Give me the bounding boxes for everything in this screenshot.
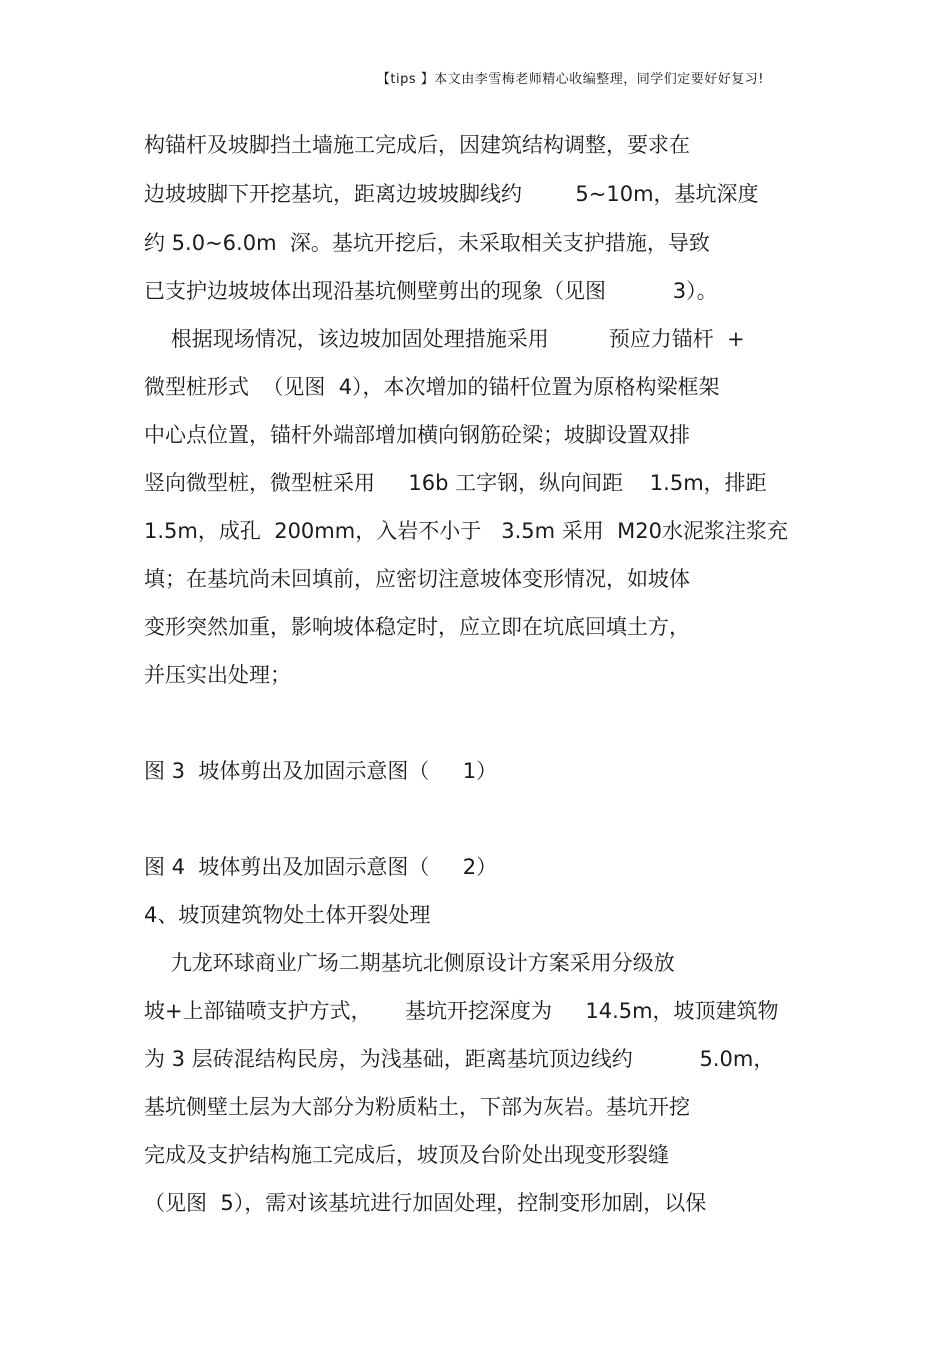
paragraph-line: 构锚杆及坡脚挡土墙施工完成后，因建筑结构调整，要求在 <box>144 133 690 157</box>
figure-caption: 图 4 坡体剪出及加固示意图（ 2） <box>144 855 498 879</box>
paragraph-line: 填；在基坑尚未回填前，应密切注意坡体变形情况，如坡体 <box>144 567 690 591</box>
paragraph-line: 边坡坡脚下开挖基坑，距离边坡坡脚线约 5~10m，基坑深度 <box>144 182 759 206</box>
paragraph-line: 已支护边坡坡体出现沿基坑侧壁剪出的现象（见图 3）。 <box>144 279 718 303</box>
paragraph-line: 约 5.0~6.0m 深。基坑开挖后，未采取相关支护措施，导致 <box>144 231 710 255</box>
paragraph-line: （见图 5），需对该基坑进行加固处理，控制变形加剧，以保 <box>144 1191 707 1215</box>
paragraph-line: 完成及支护结构施工完成后，坡顶及台阶处出现变形裂缝 <box>144 1143 669 1167</box>
paragraph-line: 变形突然加重，影响坡体稳定时，应立即在坑底回填土方， <box>144 615 690 639</box>
paragraph-line: 基坑侧壁土层为大部分为粉质粘土，下部为灰岩。基坑开挖 <box>144 1095 690 1119</box>
paragraph-line: 竖向微型桩，微型桩采用 16b 工字钢，纵向间距 1.5m，排距 <box>144 471 767 495</box>
header-tip: 【tips 】本文由李雪梅老师精心收编整理，同学们定要好好复习! <box>376 72 764 87</box>
paragraph-line: 1.5m，成孔 200mm，入岩不小于 3.5m 采用 M20水泥浆注浆充 <box>144 519 788 543</box>
paragraph-line: 九龙环球商业广场二期基坑北侧原设计方案采用分级放 <box>144 951 675 975</box>
paragraph-line: 中心点位置，锚杆外端部增加横向钢筋砼梁；坡脚设置双排 <box>144 423 690 447</box>
paragraph-line: 微型桩形式 （见图 4），本次增加的锚杆位置为原格构梁框架 <box>144 375 720 399</box>
figure-caption: 图 3 坡体剪出及加固示意图（ 1） <box>144 759 498 783</box>
section-heading: 4、坡顶建筑物处土体开裂处理 <box>144 903 431 927</box>
paragraph-line: 为 3 层砖混结构民房，为浅基础，距离基坑顶边线约 5.0m， <box>144 1047 775 1071</box>
paragraph-line: 并压实出处理； <box>144 663 291 687</box>
paragraph-line: 根据现场情况，该边坡加固处理措施采用 预应力锚杆 + <box>144 327 745 351</box>
paragraph-line: 坡+上部锚喷支护方式， 基坑开挖深度为 14.5m，坡顶建筑物 <box>144 999 779 1023</box>
